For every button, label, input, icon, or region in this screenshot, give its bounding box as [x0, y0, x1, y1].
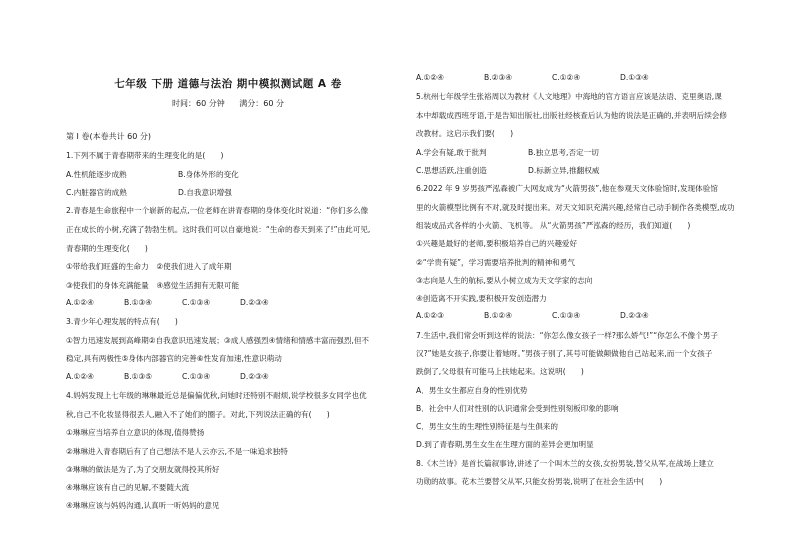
q5-option-b: B.独立思考,否定一切 — [528, 148, 599, 157]
q7-option-d: D.到了青春期,男生女生在生理方面的差异会更加明显 — [416, 440, 594, 449]
q2-option-b: B.①③④ — [124, 298, 153, 307]
exam-title: 七年级 下册 道德与法治 期中模拟测试题 A 卷 — [114, 78, 342, 90]
q6-option-c: C.①③④ — [552, 311, 581, 320]
q6-option-d: D.②③④ — [620, 311, 649, 320]
q5-option-a: A.学会有疑,敢于批判 — [416, 148, 487, 157]
q6-statement-2: ②“学贵有疑”，学习需要培养批判的精神和勇气 — [416, 258, 575, 267]
q7-option-a: A．男生女生都应自身的性别优势 — [416, 386, 528, 395]
q4-statement-1: ①琳琳应当培养自立意识的体现,值得赞扬 — [66, 428, 205, 437]
q6-statement-4: ④创造离不开实践,要积极开发创造潜力 — [416, 294, 547, 303]
q4-statement-2: ②琳琳进入青春期后有了自己想法不是人云亦云,不是一味追求独特 — [66, 447, 288, 456]
q3-line1: ①智力迅速发展到高峰期②自我意识迅速发展；③成人感强烈④情绪和情感丰富而强烈,但不 — [66, 336, 370, 345]
q8-line2: 功勋的故事。花木兰要替父从军,只能女扮男装,说明了在社会生活中( ) — [416, 477, 663, 486]
q2-options — [66, 298, 298, 307]
q2-statement-1: ①带给我们旺盛的生命力 ②使我们进入了成年期 — [66, 262, 232, 271]
q8-line1: 8.《木兰诗》是首长篇叙事诗,讲述了一个叫木兰的女孩,女扮男装,替父从军,在战场上建立 — [416, 459, 714, 468]
q6-option-b: B.①②④ — [484, 311, 513, 320]
q5-option-c: C.思想活跃,注重创造 — [416, 166, 487, 175]
q4-statement-3: ③琳琳的做法是为了,为了交朋友就得投其所好 — [66, 465, 220, 474]
q5-options-row1 — [416, 147, 640, 158]
q3-line2: 稳定,具有两极性⑤身体内部器官的完善⑥性发育加速,性意识萌动 — [66, 354, 282, 363]
exam-subtitle — [62, 98, 394, 109]
q2-line3: 青春期的生理变化( ) — [66, 244, 148, 253]
q4-options — [416, 73, 688, 82]
q4-option-d: D.①③④ — [620, 73, 649, 82]
exam-time: 时间：60 分钟 — [171, 99, 225, 108]
q4-option-c: C.①②④ — [552, 73, 581, 82]
q5-line2: 本中却载成西班牙语,于是告知出版社,出版社经核查后认为他的说法是正确的,并表明后续会修 — [416, 111, 727, 120]
q6-line2: 里的火箭模型比例有不对,就及时提出来。对天文知识充满兴趣,经常自己动手制作各类模型,成功 — [416, 203, 735, 212]
q5-options-row2 — [416, 165, 640, 176]
q4-line1: 4.妈妈发现上七年级的琳琳最近总是偏偏优秋,问她时还特别不耐烦,说学校很多女同学也优 — [66, 391, 367, 400]
exam-score: 满分：60 分 — [239, 99, 284, 108]
q7-line3: 跌倒了,父母很有可能马上扶她起来。这说明( ) — [416, 367, 584, 376]
q6-statement-1: ①兴趣是最好的老师,要积极培养自己的兴趣爱好 — [416, 239, 578, 248]
q5-line1: 5.杭州七年级学生张裕周以为教材《人文地理》中海地的官方语言应该是法语、克里奥语,课 — [416, 92, 722, 101]
section-heading: 第 I 卷(本卷共计 60 分) — [66, 132, 151, 141]
q7-line1: 7.生活中,我们常会听到这样的说法：“你怎么像女孩子一样?那么娇气!”“你怎么不像个男子 — [416, 331, 718, 340]
q4-statement-4: ④琳琳应该有自己的见解,不要随大流 — [66, 483, 190, 492]
q2-line2: 正在成长的小树,充满了勃勃生机。这时我们可以自豪地说：“生命的春天到来了!”由此可见, — [66, 225, 371, 234]
q3-stem: 3.青少年心理发展的特点有( ) — [66, 317, 178, 326]
q6-option-a: A.①②③ — [416, 311, 444, 320]
q3-option-d: D.②③④ — [240, 372, 269, 381]
q1-options-row1 — [66, 169, 290, 180]
q2-option-c: C.①③④ — [182, 298, 211, 307]
q2-option-a: A.①②④ — [66, 298, 94, 307]
q1-option-d: D.自我意识增强 — [178, 188, 232, 197]
q2-line1: 2.青春是生命旅程中一个崭新的起点,一位老师在讲青春期的身体变化时说道：“你们多么像 — [66, 206, 369, 215]
q3-option-b: B.①③⑤ — [124, 372, 153, 381]
q3-option-c: C.①③④ — [182, 372, 211, 381]
q7-option-c: C．男生女生的生理性别特征是与生俱来的 — [416, 422, 558, 431]
q6-line3: 组装成品式各样的小火箭、飞机等。 从“火箭男孩”严泓森的经历，我们知道( ) — [416, 221, 691, 230]
q6-statement-3: ③志向是人生的航标,要从小树立成为天文学家的志向 — [416, 276, 593, 285]
q1-stem: 1.下列不属于青春期带来的生理变化的是( ) — [66, 151, 224, 160]
q2-option-d: D.②③④ — [240, 298, 269, 307]
q4-line2: 秋,自己不化妆显得很丢人,融入不了她们的圈子。对此,下列说法正确的有( ) — [66, 410, 330, 419]
q3-options — [66, 372, 298, 381]
q2-statement-2: ③使我们的身体充满能量 ④感觉生活拥有无限可能 — [66, 281, 240, 290]
q1-option-b: B.身体外形的变化 — [178, 170, 239, 179]
q4-statement-5: ④琳琳应该与妈妈沟通,认真听一听妈妈的意见 — [66, 501, 220, 510]
q4-option-a: A.①②④ — [416, 73, 444, 82]
q1-option-c: C.内脏器官的成熟 — [66, 188, 127, 197]
q5-option-d: D.标新立异,推翻权威 — [528, 166, 600, 175]
q7-line2: 汉?”她是女孩子,你要让着她呀。”男孩子别了,其号可能做颠做他自己站起来,而一个女孩子 — [416, 349, 713, 358]
q7-option-b: B．社会中人们对性别的认识通常会受到性别刻板印象的影响 — [416, 404, 619, 413]
q1-options-row2 — [66, 187, 290, 198]
q4-option-b: B.②③④ — [484, 73, 513, 82]
q3-option-a: A.①②④ — [66, 372, 94, 381]
q1-option-a: A.性机能逐步成熟 — [66, 170, 127, 179]
q6-line1: 6.2022 年 9 岁男孩严泓森被广大网友成为“火箭男孩”,他在参观天文体验馆时,发现体验馆 — [416, 184, 718, 193]
q5-line3: 改教材。这启示我们要( ) — [416, 129, 514, 138]
q6-options — [416, 311, 688, 320]
